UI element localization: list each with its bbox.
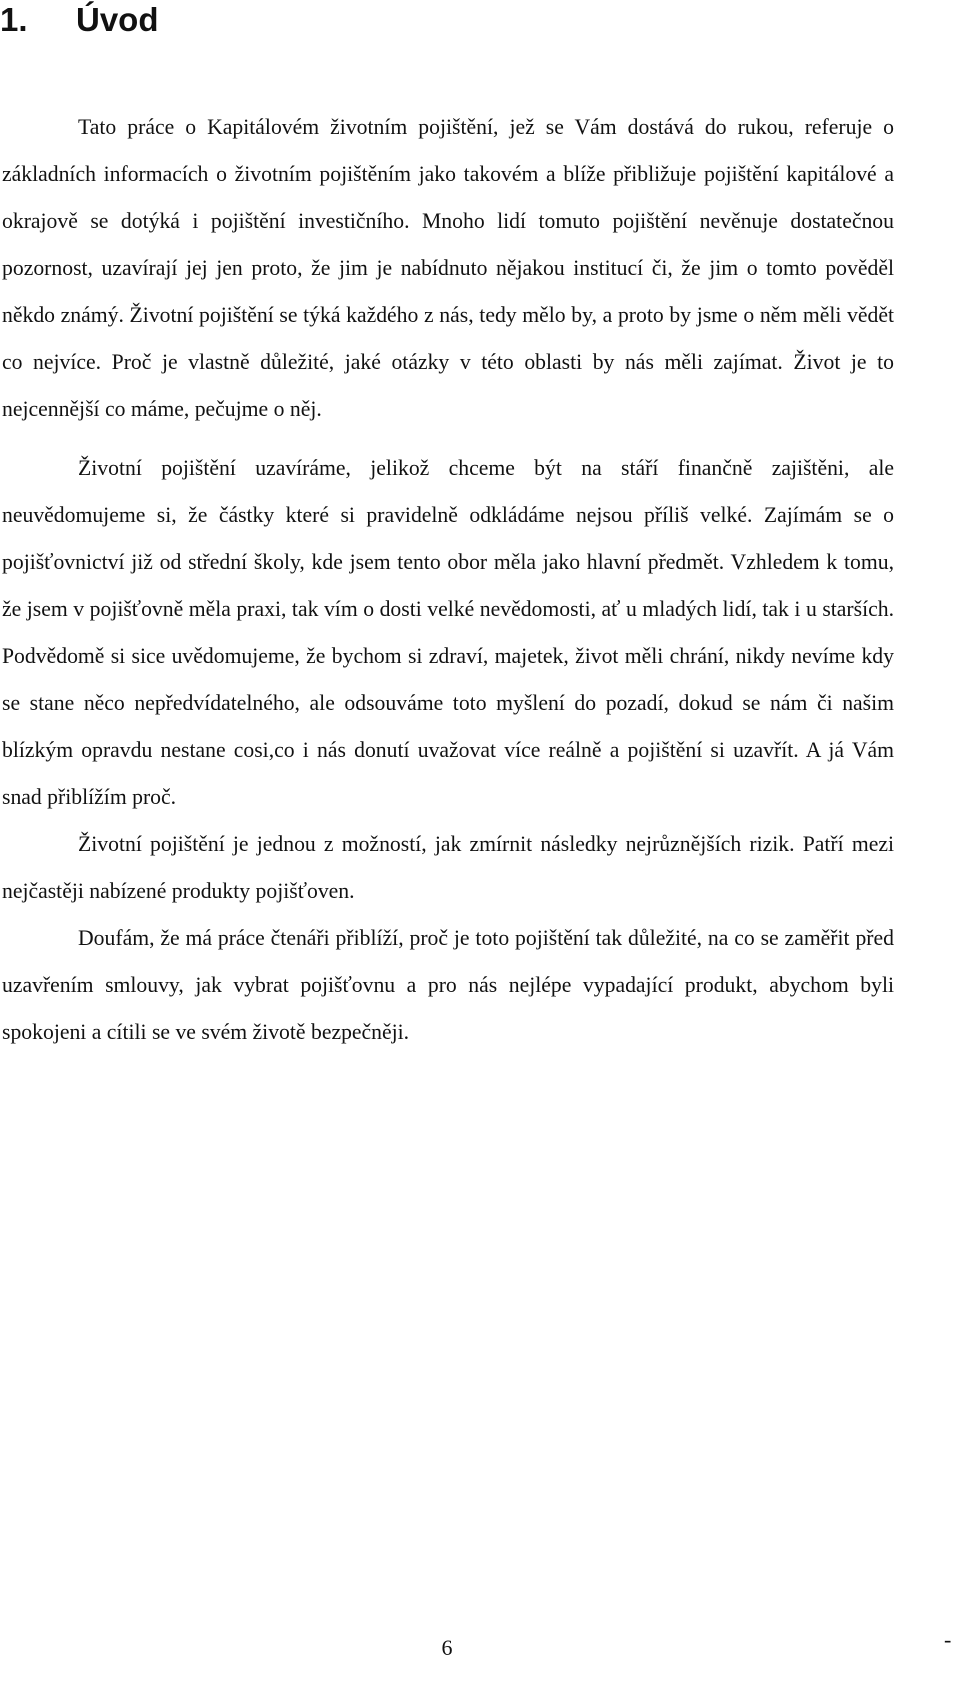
chapter-heading bbox=[0, 0, 159, 40]
paragraph-motivation: Životní pojištění uzavíráme, jelikož chceme být na stáří finančně zajištěni, ale neuvědomujeme si, že částky které si pravidelně odkládáme nejsou příliš velké. Zajímám se o pojišťovnictví již od střední školy, kde jsem tento obor měla jako hlavní předmět. Vzhledem k tomu, že jsem v pojišťovně měla praxi, tak vím o dosti velké nevědomosti, ať u mladých lidí, tak i u starších. Podvědomě si sice uvědomujeme, že bychom si zdraví, majetek, život měli chrání, nikdy nevíme kdy se stane něco nepředvídatelného, ale odsouváme toto myšlení do pozadí, dokud se nám či našim blízkým opravdu nestane cosi,co i nás donutí uvažovat více reálně a pojištění si uzavřít. A já Vám snad přiblížím proč. bbox=[2, 456, 894, 809]
body-text bbox=[2, 104, 894, 1056]
page-marker: - bbox=[944, 1627, 952, 1652]
chapter-title: Úvod bbox=[76, 1, 159, 38]
page-number: 6 bbox=[441, 1635, 453, 1660]
paragraph-intro: Tato práce o Kapitálovém životním pojištění, jež se Vám dostává do rukou, referuje o základních informacích o životním pojištěním jako takovém a blíže přibližuje pojištění kapitálové a okrajově se dotýká i pojištění investičního. Mnoho lidí tomuto pojištění nevěnuje dostatečnou pozornost, uzavírají jej jen proto, že jim je nabídnuto nějakou institucí či, že jim o tomto pověděl někdo známý. Životní pojištění se týká každého z nás, tedy mělo by, a proto by jsme o něm měli vědět co nejvíce. Proč je vlastně důležité, jaké otázky v této oblasti by nás měli zajímat. Život je to nejcennější co máme, pečujme o něj. bbox=[2, 115, 894, 421]
paragraph-conclusion: Doufám, že má práce čtenáři přiblíží, proč je toto pojištění tak důležité, na co se zaměřit před uzavřením smlouvy, jak vybrat pojišťovnu a pro nás nejlépe vypadající produkt, abychom byli spokojeni a cítili se ve svém životě bezpečněji. bbox=[2, 926, 894, 1044]
paragraph-risks: Životní pojištění je jednou z možností, jak zmírnit následky nejrůznějších rizik. Patří mezi nejčastěji nabízené produkty pojišťoven. bbox=[2, 832, 894, 903]
chapter-number: 1. bbox=[0, 1, 28, 38]
